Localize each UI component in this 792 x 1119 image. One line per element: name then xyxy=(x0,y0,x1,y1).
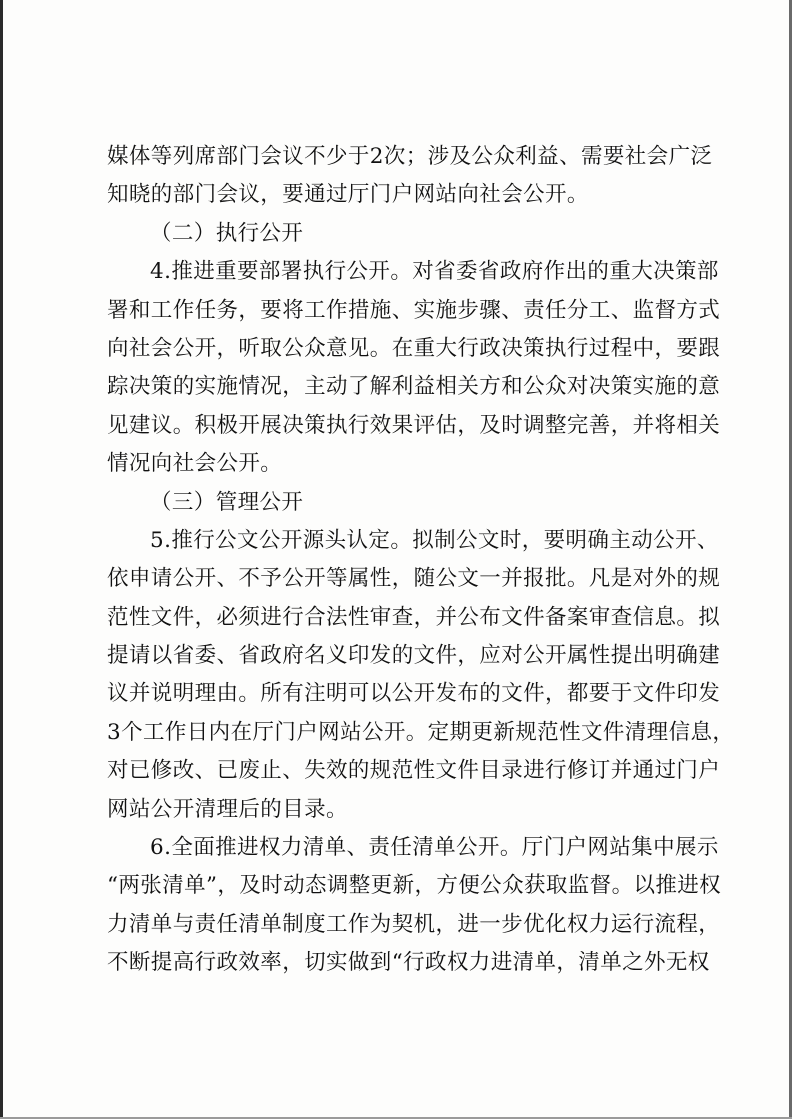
scan-border-left xyxy=(0,0,3,1119)
text-line: “两张清单”，及时动态调整更新，方便公众获取监督。以推进权 xyxy=(107,873,722,899)
text-line: 向社会公开，听取公众意见。在重大行政决策执行过程中，要跟 xyxy=(107,335,721,361)
text-line: 网站公开清理后的目录。 xyxy=(107,796,348,822)
text-line: 6.全面推进权力清单、责任清单公开。厅门户网站集中展示 xyxy=(150,835,719,861)
text-line: 不断提高行政效率，切实做到“行政权力进清单，清单之外无权 xyxy=(107,950,710,976)
text-line: 范性文件，必须进行合法性审查，并公布文件备案审查信息。拟 xyxy=(107,604,721,630)
text-line: 媒体等列席部门会议不少于2次；涉及公众利益、需要社会广泛 xyxy=(107,144,713,169)
text-line: 4.推进重要部署执行公开。对省委省政府作出的重大决策部 xyxy=(150,259,719,285)
text-line: 力清单与责任清单制度工作为契机，进一步优化权力运行流程， xyxy=(107,911,721,937)
text-line: 署和工作任务，要将工作措施、实施步骤、责任分工、监督方式 xyxy=(107,297,721,323)
text-line: 3个工作日内在厅门户网站公开。定期更新规范性文件清理信息， xyxy=(107,719,735,745)
text-line: 依申请公开、不予公开等属性，随公文一并报批。凡是对外的规 xyxy=(107,566,721,592)
text-line: 对已修改、已废止、失效的规范性文件目录进行修订并通过门户 xyxy=(107,758,721,784)
text-line: 踪决策的实施情况，主动了解利益相关方和公众对决策实施的意 xyxy=(107,374,721,400)
text-line: 议并说明理由。所有注明可以公开发布的文件，都要于文件印发 xyxy=(107,681,721,707)
document-body xyxy=(107,138,735,983)
text-line: 情况向社会公开。 xyxy=(107,451,283,477)
section-heading: （二）执行公开 xyxy=(150,220,304,246)
text-line: 5.推行公文公开源头认定。拟制公文时，要明确主动公开、 xyxy=(150,527,719,553)
section-heading: （三）管理公开 xyxy=(150,489,304,515)
text-line: 提请以省委、省政府名义印发的文件，应对公开属性提出明确建 xyxy=(107,643,721,669)
text-line: 见建议。积极开展决策执行效果评估，及时调整完善，并将相关 xyxy=(107,412,721,438)
text-line: 知晓的部门会议，要通过厅门户网站向社会公开。 xyxy=(107,182,589,208)
